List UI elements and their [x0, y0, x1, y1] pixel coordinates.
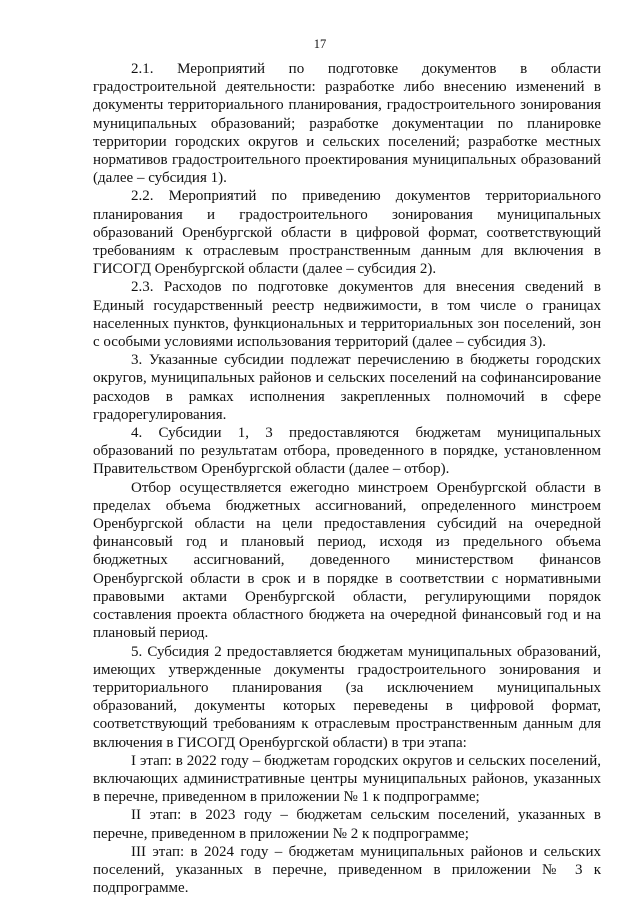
paragraph-3: 3. Указанные субсидии подлежат перечислению в бюджеты городских округов, муниципальных районов и сельских поселений на софинансирование расходов в рамках исполнения закрепленных полномочий в сфере градорегулирования.	[93, 352, 601, 423]
paragraph-2-3: 2.3. Расходов по подготовке документов для внесения сведений в Единый государственный реестр недвижимости, в том числе о границах населенных пунктов, функциональных и территориальных зон поселений, зон с особыми условиями использования территорий (далее – субсидия 3).	[93, 279, 601, 351]
paragraph-stage-1: I этап: в 2022 году – бюджетам городских округов и сельских поселений, включающих административные центры муниципальных районов, указанных в перечне, приведенном в приложении № 1 к подпрограмме;	[93, 752, 601, 806]
paragraph-2-2: 2.2. Мероприятий по приведению документов территориального планирования и градостроительного зонирования муниципальных образований Оренбургской области в цифровой формат, соответствующий требованиям к отраслевым пространственным данным для включения в ГИСОГД Оренбургской области (далее – субсидия 2).	[93, 188, 601, 278]
paragraph-stage-3: III этап: в 2024 году – бюджетам муниципальных районов и сельских поселений, указанных в перечне, приведенном в приложении № 3 к подпрограмме.	[93, 843, 601, 897]
paragraph-stage-2: II этап: в 2023 году – бюджетам сельским поселений, указанных в перечне, приведенном в приложении № 2 к подпрограмме;	[93, 807, 601, 842]
paragraph-selection: Отбор осуществляется ежегодно минстроем Оренбургской области в пределах объема бюджетных ассигнований, определенного минстроем Оренбургской области на цели предоставления субсидий на очередной финансовый год и плановый период, исходя из предельного объема бюджетных ассигнований, доведенного министерством финансов Оренбургской области в срок и в порядке в соответствии с нормативными правовыми актами Оренбургской области, регулирующими порядок составления проекта областного бюджета на очередной финансовый год и на плановый период.	[93, 479, 601, 642]
body-text	[93, 60, 601, 897]
page-number: 17	[313, 37, 327, 51]
paragraph-4: 4. Субсидии 1, 3 предоставляются бюджетам муниципальных образований по результатам отбора, проведенного в порядке, установленном Правительством Оренбургской области (далее – отбор).	[93, 425, 601, 478]
paragraph-2-1: 2.1. Мероприятий по подготовке документов в области градостроительной деятельности: разработке либо внесению изменений в документы территориального планирования, градостроительного зонирования муниципальных образований; разработке документации по планировке территории городских округов и сельских поселений; разработке местных нормативов градостроительного проектирования муниципальных образований (далее – субсидия 1).	[93, 61, 601, 187]
paragraph-5: 5. Субсидия 2 предоставляется бюджетам муниципальных образований, имеющих утвержденные документы градостроительного зонирования и территориального планирования (за исключением муниципальных образований, документы которых переведены в цифровой формат, соответствующий требованиям к отраслевым пространственным данным для включения в ГИСОГД Оренбургской области) в три этапа:	[93, 643, 601, 751]
